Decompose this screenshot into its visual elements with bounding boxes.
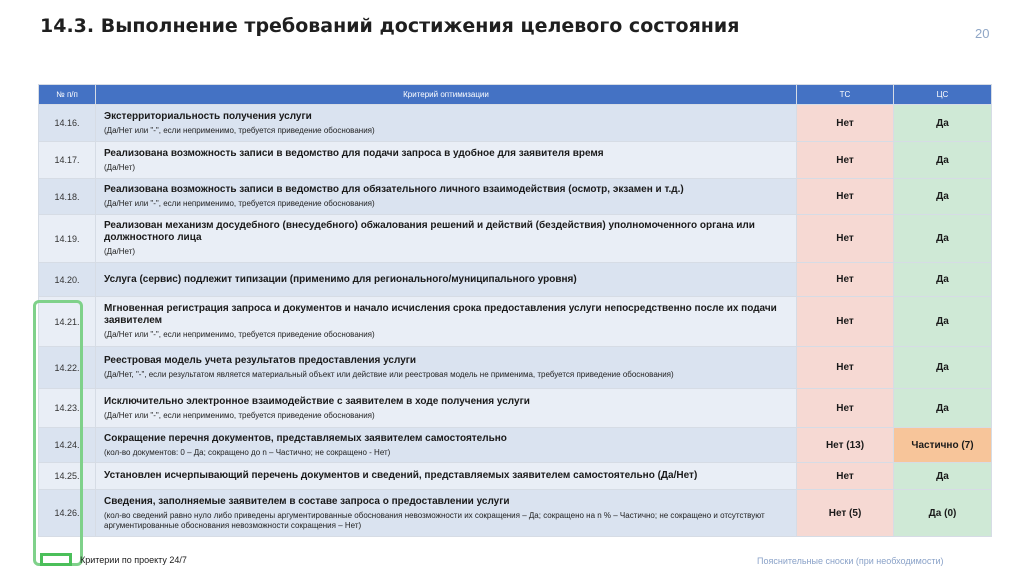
cs-value: Да [894, 463, 992, 490]
page-number: 20 [975, 26, 990, 41]
criterion-note: (Да/Нет или "-", если неприменимо, требуется приведение обоснования) [104, 410, 375, 420]
ts-value: Нет [797, 263, 894, 297]
row-number: 14.21. [39, 297, 96, 347]
criterion-title: Экстерриториальность получения услуги [104, 110, 312, 122]
ts-value: Нет [797, 347, 894, 389]
table-row [39, 142, 992, 179]
row-number: 14.25. [39, 463, 96, 490]
criterion-cell [96, 263, 797, 297]
criterion-note: (Да/Нет) [104, 162, 136, 172]
row-number: 14.19. [39, 215, 96, 263]
criterion-note: (Да/Нет) [104, 247, 136, 256]
criterion-title: Сведения, заполняемые заявителем в составе запроса о предоставлении услуги [104, 495, 510, 507]
criterion-title: Мгновенная регистрация запроса и документов и начало исчисления срока предоставления услуги непосредственно после их подачи заявителем [104, 303, 777, 326]
criterion-note: (кол-во документов: 0 – Да; сокращено до n – Частично; не сокращено - Нет) [104, 447, 391, 457]
header-cs: ЦС [894, 85, 992, 105]
cs-value: Да [894, 215, 992, 263]
criterion-cell [96, 428, 797, 463]
cs-value: Частично (7) [894, 428, 992, 463]
criterion-note: (Да/Нет, "-", если результатом является материальный объект или действие или реестровая модель не применима, требуется приведение обоснования) [104, 370, 674, 379]
table-header-row [39, 85, 992, 105]
row-number: 14.17. [39, 142, 96, 179]
criterion-title: Сокращение перечня документов, представляемых заявителем самостоятельно [104, 432, 507, 444]
criterion-title: Услуга (сервис) подлежит типизации (применимо для регионального/муниципального уровня) [104, 273, 577, 285]
table-row [39, 490, 992, 537]
criterion-cell [96, 105, 797, 142]
criterion-note: (Да/Нет или "-", если неприменимо, требуется приведение обоснования) [104, 199, 375, 208]
header-criterion: Критерий оптимизации [96, 85, 797, 105]
ts-value: Нет (5) [797, 490, 894, 537]
ts-value: Нет [797, 105, 894, 142]
table-row [39, 105, 992, 142]
project-24-7-highlight-frame [33, 300, 83, 566]
legend [40, 553, 187, 566]
ts-value: Нет [797, 463, 894, 490]
criterion-title: Реализована возможность записи в ведомство для обязательного личного взаимодействия (осмотр, экзамен и т.д.) [104, 184, 684, 195]
table-row [39, 463, 992, 490]
criterion-cell [96, 142, 797, 179]
criterion-cell [96, 463, 797, 490]
criterion-note: (Да/Нет или "-", если неприменимо, требуется приведение обоснования) [104, 125, 375, 135]
table-row [39, 389, 992, 428]
table-row [39, 263, 992, 297]
criterion-title: Установлен исчерпывающий перечень документов и сведений, представляемых заявителем самостоятельно (Да/Нет) [104, 470, 698, 481]
cs-value: Да [894, 389, 992, 428]
table-row [39, 179, 992, 215]
cs-value: Да [894, 263, 992, 297]
criterion-cell [96, 490, 797, 537]
legend-label: Критерии по проекту 24/7 [80, 554, 187, 565]
header-num: № п/п [39, 85, 96, 105]
criterion-cell [96, 179, 797, 215]
row-number: 14.18. [39, 179, 96, 215]
criterion-title: Исключительно электронное взаимодействие с заявителем в ходе получения услуги [104, 395, 530, 407]
criterion-cell [96, 347, 797, 389]
criterion-note: (Да/Нет или "-", если неприменимо, требуется приведение обоснования) [104, 330, 375, 339]
row-number: 14.22. [39, 347, 96, 389]
table-row [39, 428, 992, 463]
table-row [39, 297, 992, 347]
header-ts: ТС [797, 85, 894, 105]
criterion-title: Реализована возможность записи в ведомство для подачи запроса в удобное для заявителя время [104, 147, 604, 159]
ts-value: Нет [797, 179, 894, 215]
cs-value: Да [894, 347, 992, 389]
criterion-title: Реализован механизм досудебного (внесудебного) обжалования решений и действий (бездействия) уполномоченного органа или должностного лица [104, 220, 755, 243]
footnote: Пояснительные сноски (при необходимости) [757, 556, 944, 566]
criterion-cell [96, 215, 797, 263]
cs-value: Да (0) [894, 490, 992, 537]
row-number: 14.20. [39, 263, 96, 297]
row-number: 14.16. [39, 105, 96, 142]
criterion-cell [96, 297, 797, 347]
row-number: 14.24. [39, 428, 96, 463]
ts-value: Нет [797, 389, 894, 428]
table-row [39, 215, 992, 263]
legend-swatch [40, 553, 72, 566]
ts-value: Нет [797, 142, 894, 179]
table-row [39, 347, 992, 389]
criteria-table [38, 84, 992, 537]
cs-value: Да [894, 179, 992, 215]
cs-value: Да [894, 297, 992, 347]
row-number: 14.23. [39, 389, 96, 428]
cs-value: Да [894, 142, 992, 179]
row-number: 14.26. [39, 490, 96, 537]
criterion-title: Реестровая модель учета результатов предоставления услуги [104, 355, 417, 366]
slide-title: 14.3. Выполнение требований достижения целевого состояния [40, 15, 740, 37]
ts-value: Нет [797, 297, 894, 347]
criterion-cell [96, 389, 797, 428]
criterion-note: (кол-во сведений равно нуло либо приведены аргументированные обоснования невозможности их сокращения – Да; сокращено на n % – Частично; не сокращено и отсутствуют аргументированные обоснования невозможности сокращения – Нет) [104, 510, 765, 530]
ts-value: Нет (13) [797, 428, 894, 463]
cs-value: Да [894, 105, 992, 142]
ts-value: Нет [797, 215, 894, 263]
